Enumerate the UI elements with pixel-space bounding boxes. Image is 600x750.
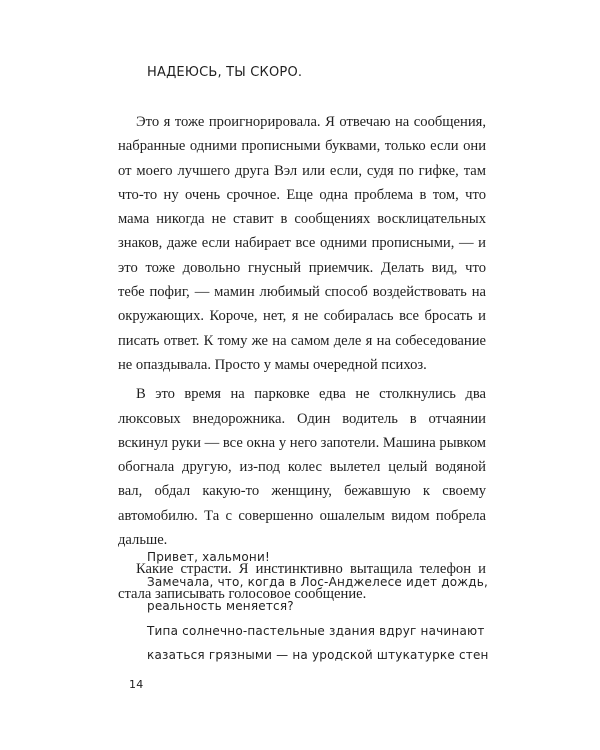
paragraph: Это я тоже проигнорировала. Я отвечаю на сообщения, набранные одними прописными буквами, только если они от моего лучшего друга Вэл или если, судя по гифке, там что-то ну очень срочное. Еще одна проблема в том, что мама никогда не ставит в сообщениях восклицательных знаков, даже если набирает все одними прописными, — и это тоже довольно гнусный приемчик. Делать вид, что тебе пофиг, — мамин любимый способ воздействовать на окружающих. Короче, нет, я не собиралась все бросать и писать ответ. К тому же на самом деле я на собеседование не опаздывала. Просто у мамы очередной психоз. (118, 114, 486, 373)
paragraph: В это время на парковке едва не столкнулись два люксовых внедорожника. Один водитель в отчаянии вскинул руки — все окна у него запотели. Машина рывком обогнала другую, из-под колес вылетел целый водяной вал, обдал какую-то женщину, бежавшую к своему автомобилю. Та с совершенно ошалелым видом побрела дальше. (118, 386, 486, 549)
voice-message-line: Типа солнечно-пастельные здания вдруг начинают (147, 623, 485, 638)
voice-message-transcript (147, 545, 489, 668)
page-number: 14 (129, 678, 144, 691)
voice-message-line: Замечала, что, когда в Лос-Анджелесе идет дождь, (147, 574, 489, 589)
paragraph: Какие страсти. Я инстинктивно вытащила телефон и стала записывать голосовое сообщение. (118, 561, 486, 602)
voice-message-line: реальность меняется? (147, 599, 294, 613)
text-message-heading: НАДЕЮСЬ, ТЫ СКОРО. (147, 65, 303, 80)
voice-message-line: казаться грязными — на уродской штукатурке стен (147, 648, 489, 662)
body-text (118, 110, 489, 606)
voice-message-line: Привет, хальмони! (147, 550, 270, 564)
